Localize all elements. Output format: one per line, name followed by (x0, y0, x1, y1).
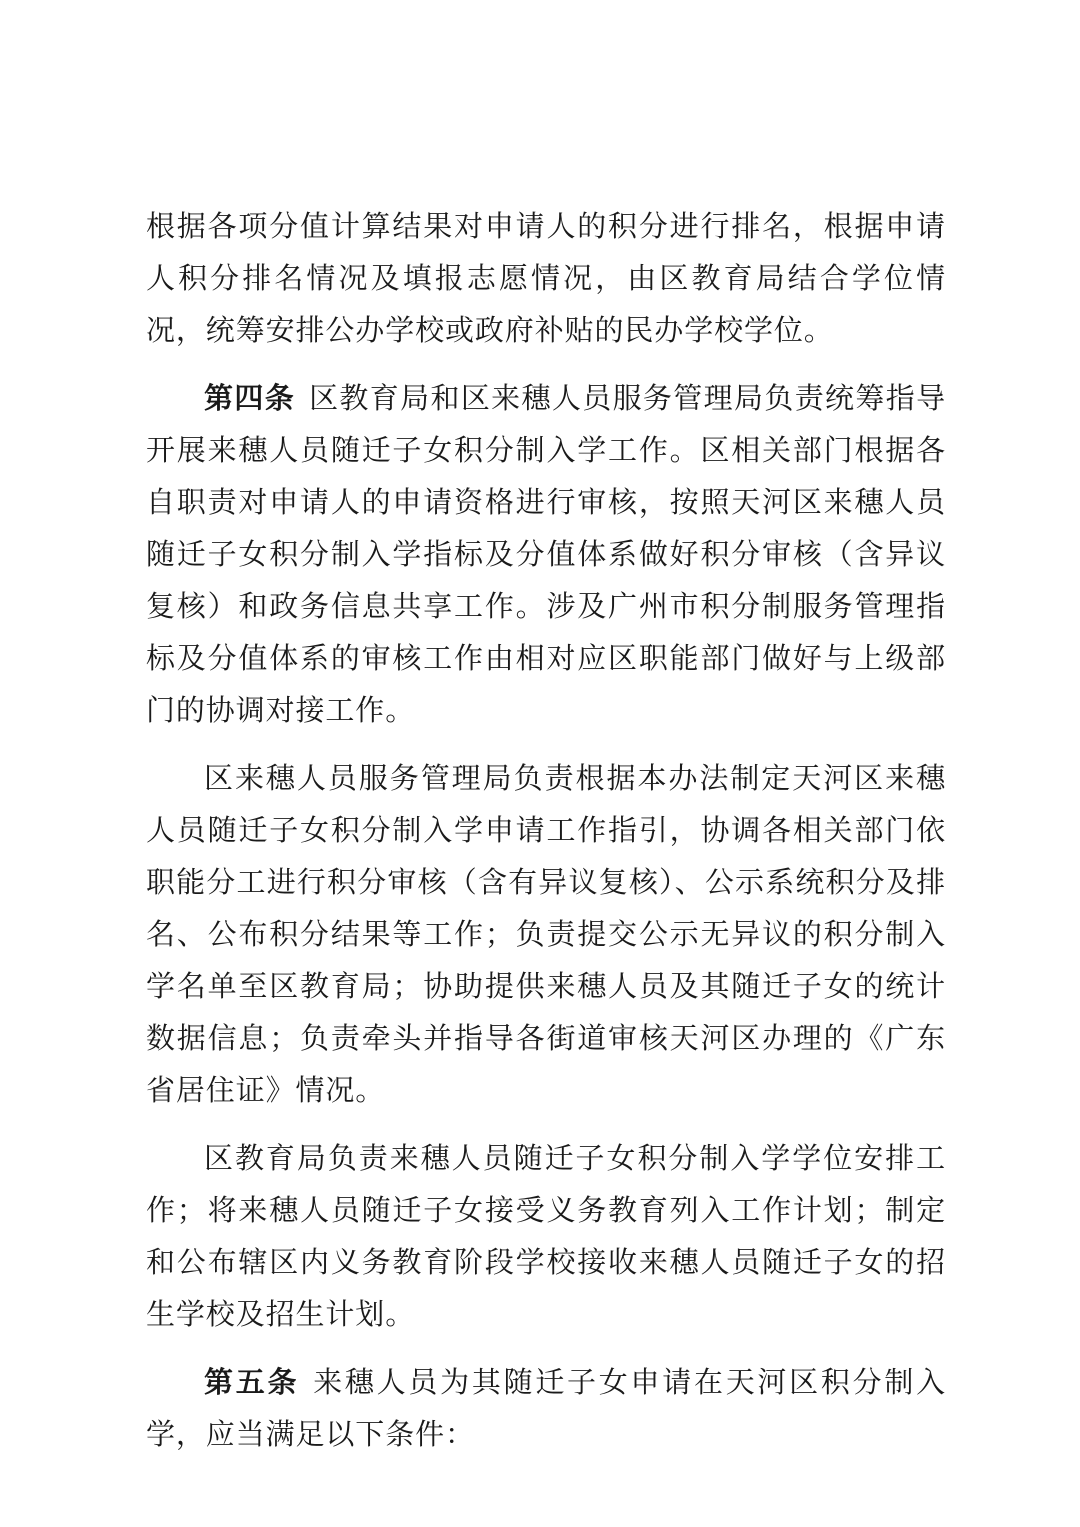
paragraph-text: 区教育局和区来穗人员服务管理局负责统筹指导开展来穗人员随迁子女积分制入学工作。区相关部门根据各自职责对申请人的申请资格进行审核，按照天河区来穗人员随迁子女积分制入学指标及分值体系做好积分审核（含异议复核）和政务信息共享工作。涉及广州市积分制服务管理指标及分值体系的审核工作由相对应区职能部门做好与上级部门的协调对接工作。 (146, 381, 946, 727)
paragraph-education-duties (146, 1132, 946, 1340)
paragraph-article-5 (146, 1356, 946, 1460)
article-heading: 第四条 (204, 381, 296, 415)
paragraph-text: 根据各项分值计算结果对申请人的积分进行排名，根据申请人积分排名情况及填报志愿情况，由区教育局结合学位情况，统筹安排公办学校或政府补贴的民办学校学位。 (146, 209, 946, 347)
paragraph-text: 来穗人员为其随迁子女申请在天河区积分制入学，应当满足以下条件： (146, 1365, 946, 1451)
paragraph-article-4 (146, 372, 946, 736)
paragraph-bureau-duties (146, 752, 946, 1116)
article-heading: 第五条 (204, 1365, 300, 1399)
paragraph-continuation (146, 200, 946, 356)
paragraph-text: 区教育局负责来穗人员随迁子女积分制入学学位安排工作；将来穗人员随迁子女接受义务教育列入工作计划；制定和公布辖区内义务教育阶段学校接收来穗人员随迁子女的招生学校及招生计划。 (146, 1141, 946, 1331)
paragraph-text: 区来穗人员服务管理局负责根据本办法制定天河区来穗人员随迁子女积分制入学申请工作指引，协调各相关部门依职能分工进行积分审核（含有异议复核）、公示系统积分及排名、公布积分结果等工作；负责提交公示无异议的积分制入学名单至区教育局；协助提供来穗人员及其随迁子女的统计数据信息；负责牵头并指导各街道审核天河区办理的《广东省居住证》情况。 (146, 761, 946, 1107)
document-body (146, 200, 946, 1476)
